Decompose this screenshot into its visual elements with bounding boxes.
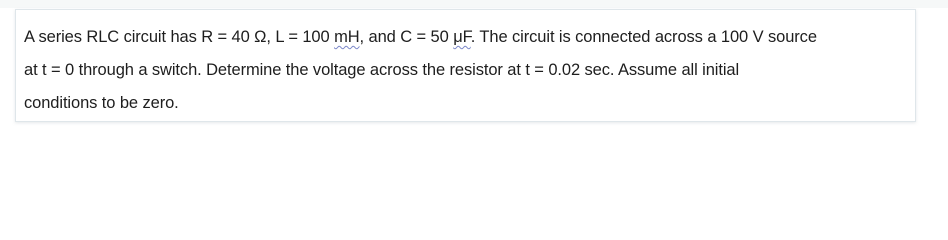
question-line-1-part-3: . The circuit is connected across a 100 V source xyxy=(470,28,817,46)
question-line-1-part-2: , and C = 50 xyxy=(359,28,454,46)
question-text xyxy=(24,21,908,120)
inductance-unit: mH xyxy=(334,28,360,46)
question-line-1 xyxy=(24,21,908,54)
question-box xyxy=(15,9,916,122)
capacitance-unit: μF xyxy=(453,28,471,46)
question-line-1-part-1: A series RLC circuit has R = 40 Ω, L = 100 xyxy=(24,28,335,46)
question-line-2: at t = 0 through a switch. Determine the voltage across the resistor at t = 0.02 sec. Assume all initial xyxy=(24,61,740,79)
question-line-3: conditions to be zero. xyxy=(24,94,179,112)
top-shade xyxy=(0,0,948,8)
